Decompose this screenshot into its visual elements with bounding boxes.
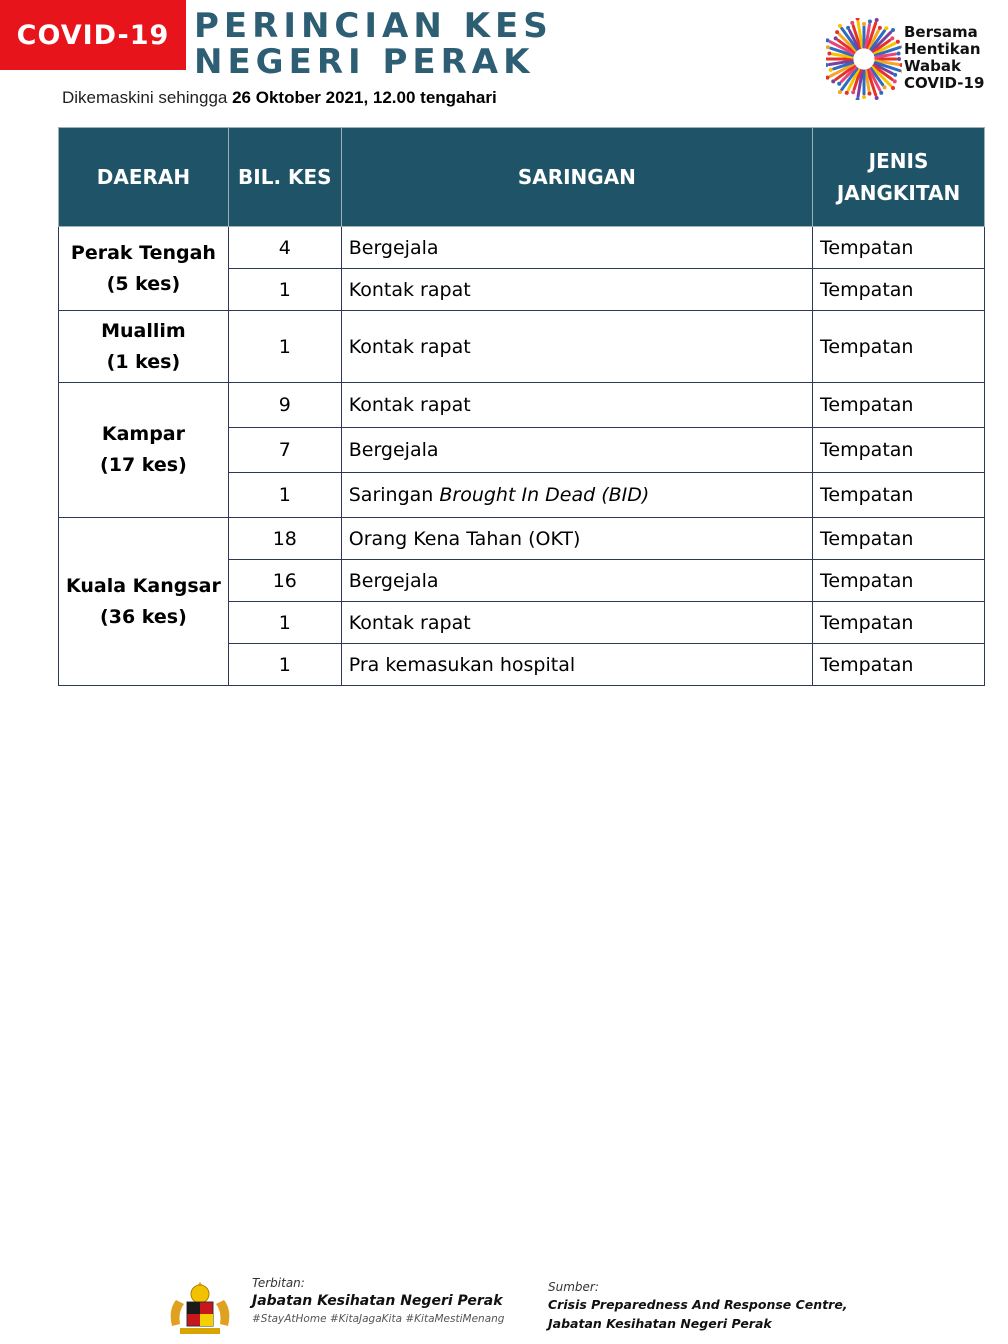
sunburst-dot [851,90,855,94]
sunburst-dot [897,52,901,56]
district-name: Muallim [101,319,186,342]
header-saringan: SARINGAN [341,128,812,227]
district-cell [59,227,229,311]
page-title [194,8,553,80]
sunburst-dot [826,45,830,49]
district-total: (1 kes) [106,350,181,373]
sunburst-dot [838,90,842,94]
infection-type: Tempatan [813,560,985,602]
footer-publisher [252,1276,504,1325]
case-count: 1 [228,473,341,518]
campaign-logo [826,18,996,100]
sunburst-dot [826,63,828,67]
district-name: Kampar [101,423,185,445]
district-total: (17 kes) [100,454,187,476]
hashtags: #StayAtHome #KitaJagaKita #KitaMestiMenang [252,1313,505,1325]
sunburst-dot [838,24,842,28]
covid-badge: COVID-19 [0,0,186,70]
sunburst-dot [900,63,902,67]
district-cell [59,518,229,686]
screening-type: Kontak rapat [341,269,812,311]
logo-line-3: Wabak [904,57,961,75]
sunburst-dot [879,91,883,95]
screening-type [341,473,812,518]
publisher-name: Jabatan Kesihatan Negeri Perak [252,1293,503,1309]
logo-line-2: Hentikan [904,40,981,58]
infection-type: Tempatan [813,473,985,518]
state-emblem-icon [160,1280,240,1336]
sunburst-dot [883,85,887,89]
sunburst-icon [826,18,902,100]
screening-type: Kontak rapat [341,383,812,428]
screening-type: Orang Kena Tahan (OKT) [341,518,812,560]
sunburst-dot [893,79,897,83]
sunburst-dot [850,21,854,25]
sunburst-dot [856,18,860,21]
table-row [59,518,985,560]
case-count: 1 [228,269,341,311]
district-name: Kuala Kangsar [66,574,221,597]
footer-source [548,1280,848,1332]
sunburst-dot [897,57,901,61]
screening-italic: Brought In Dead (BID) [439,484,650,506]
screening-type: Bergejala [341,428,812,473]
logo-line-1: Bersama [904,23,978,41]
sunburst-dot [846,26,850,30]
infection-type: Tempatan [813,383,985,428]
district-total: (36 kes) [100,605,187,628]
case-count: 4 [228,227,341,269]
case-count: 7 [228,428,341,473]
case-count: 18 [228,518,341,560]
table-row [59,383,985,428]
sunburst-dot [893,73,897,77]
table-row [59,311,985,383]
sunburst-dot [829,68,833,72]
sunburst-dot [837,82,841,86]
infection-type: Tempatan [813,311,985,383]
logo-line-4: COVID-19 [904,74,985,92]
header-daerah: DAERAH [59,128,229,227]
sunburst-dot [831,79,835,83]
sunburst-dot [862,22,866,26]
logo-text [904,24,984,92]
district-total: (5 kes) [106,272,181,295]
sunburst-dot [891,28,895,32]
title-line-1: PERINCIAN KES [194,6,553,46]
sunburst-dot [827,52,831,56]
infection-type: Tempatan [813,518,985,560]
case-count: 1 [228,602,341,644]
infection-type: Tempatan [813,602,985,644]
infection-type: Tempatan [813,227,985,269]
sunburst-dot [878,26,882,30]
updated-prefix: Dikemaskini sehingga [62,88,233,107]
updated-text [62,88,497,108]
source-line-2: Jabatan Kesihatan Negeri Perak [548,1316,772,1331]
sunburst-dot [884,26,888,30]
header-bil-kes: BIL. KES [228,128,341,227]
source-line-1: Crisis Preparedness And Response Centre, [548,1297,848,1312]
sunburst-dot [835,30,839,34]
infection-type: Tempatan [813,269,985,311]
sunburst-dot [862,95,866,99]
screening-type: Kontak rapat [341,602,812,644]
sunburst-dot [891,86,895,90]
screening-type: Kontak rapat [341,311,812,383]
sunburst-dot [875,96,879,100]
sunburst-dot [845,91,849,95]
case-count: 1 [228,644,341,686]
title-line-2: NEGERI PERAK [194,42,535,82]
district-name: Perak Tengah [70,241,216,264]
source-label: Sumber: [548,1280,599,1294]
infection-type: Tempatan [813,428,985,473]
screening-prefix: Saringan [348,484,440,506]
screening-type: Bergejala [341,560,812,602]
table-row [59,227,985,269]
updated-date: 26 Oktober 2021, 12.00 tengahari [232,88,497,107]
header-jenis-jangkitan: JENIS JANGKITAN [813,128,985,227]
case-count: 9 [228,383,341,428]
sunburst-dot [834,36,838,40]
published-label: Terbitan: [252,1276,305,1290]
screening-type: Bergejala [341,227,812,269]
sunburst-dot [856,97,860,100]
table-header-row [59,128,985,227]
cases-table [58,127,985,686]
infection-type: Tempatan [813,644,985,686]
sunburst-dot [867,92,871,96]
district-cell [59,383,229,518]
sunburst-dot [875,18,879,22]
sunburst-dot [868,19,872,23]
screening-type: Pra kemasukan hospital [341,644,812,686]
sunburst-dot [890,36,894,40]
case-count: 1 [228,311,341,383]
district-cell [59,311,229,383]
sunburst-dot [896,40,900,44]
case-count: 16 [228,560,341,602]
